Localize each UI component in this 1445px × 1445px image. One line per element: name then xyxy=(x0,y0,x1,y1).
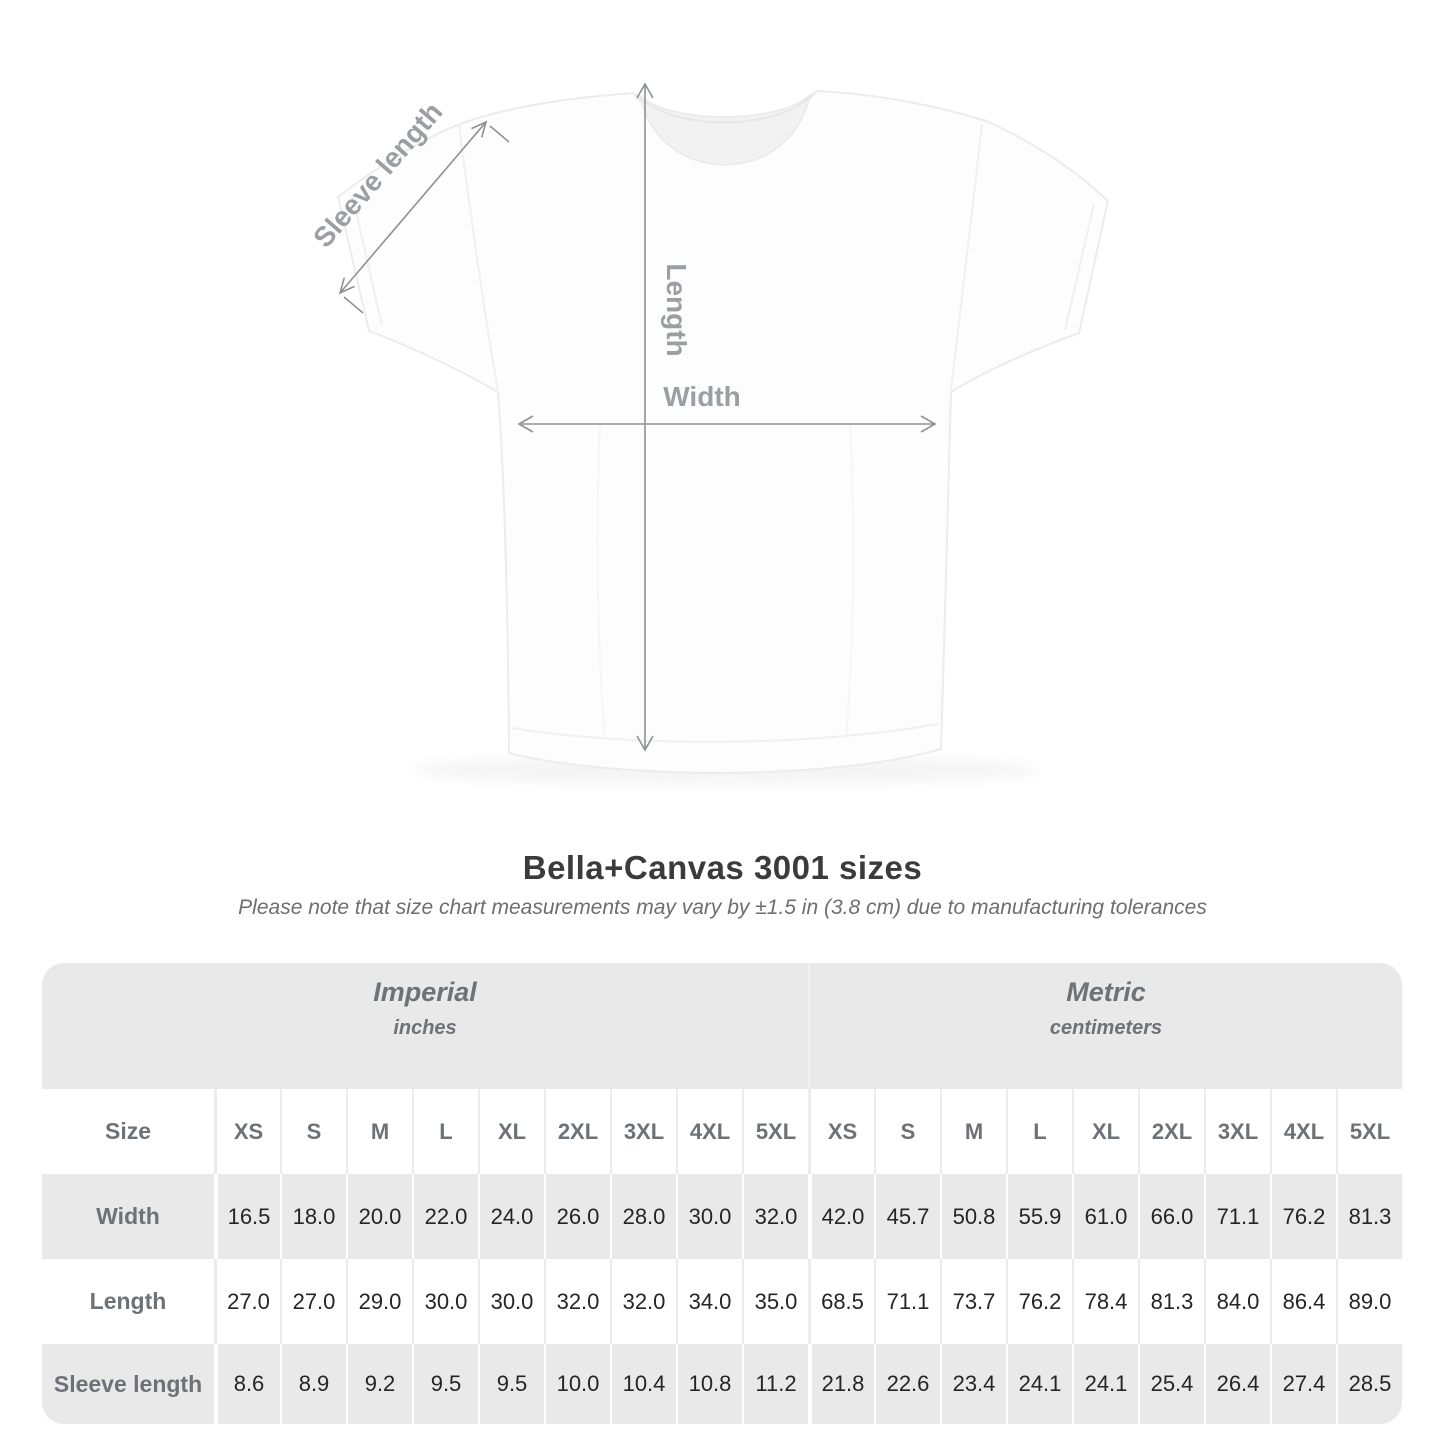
value-cell: 26.4 xyxy=(1204,1344,1270,1424)
length-label: Length xyxy=(661,263,692,357)
imperial-label: Imperial xyxy=(373,977,477,1007)
value-cell: 10.0 xyxy=(544,1344,610,1424)
length-row xyxy=(42,1259,1402,1344)
value-cell: 30.0 xyxy=(676,1174,742,1259)
width-label: Width xyxy=(663,381,741,412)
value-cell: 22.6 xyxy=(874,1344,940,1424)
value-cell: 28.0 xyxy=(610,1174,676,1259)
size-cell: XL xyxy=(1072,1089,1138,1174)
row-label: Width xyxy=(42,1174,214,1259)
sleeve-length-row xyxy=(42,1344,1402,1424)
size-cell: XL xyxy=(478,1089,544,1174)
size-cell: S xyxy=(280,1089,346,1174)
size-cell: 2XL xyxy=(544,1089,610,1174)
value-cell: 28.5 xyxy=(1336,1344,1402,1424)
size-cell: 4XL xyxy=(676,1089,742,1174)
metric-header xyxy=(808,963,1402,1089)
value-cell: 55.9 xyxy=(1006,1174,1072,1259)
value-cell: 32.0 xyxy=(742,1174,808,1259)
size-cell: S xyxy=(874,1089,940,1174)
size-table-grid xyxy=(42,963,1402,1424)
value-cell: 24.1 xyxy=(1072,1344,1138,1424)
value-cell: 9.5 xyxy=(478,1344,544,1424)
metric-label: Metric xyxy=(1066,977,1146,1007)
value-cell: 10.4 xyxy=(610,1344,676,1424)
size-cell: 5XL xyxy=(1336,1089,1402,1174)
metric-unit: centimeters xyxy=(1049,1017,1163,1039)
value-cell: 66.0 xyxy=(1138,1174,1204,1259)
sleeve-length-label: Sleeve length xyxy=(307,96,449,254)
value-cell: 32.0 xyxy=(544,1259,610,1344)
value-cell: 71.1 xyxy=(1204,1174,1270,1259)
size-cell: L xyxy=(412,1089,478,1174)
value-cell: 27.0 xyxy=(214,1259,280,1344)
value-cell: 30.0 xyxy=(478,1259,544,1344)
size-table xyxy=(42,963,1402,1424)
value-cell: 10.8 xyxy=(676,1344,742,1424)
value-cell: 26.0 xyxy=(544,1174,610,1259)
size-cell: 2XL xyxy=(1138,1089,1204,1174)
row-label: Length xyxy=(89,1288,167,1314)
row-label: Sleeve length xyxy=(42,1344,214,1424)
value-cell: 45.7 xyxy=(874,1174,940,1259)
value-cell: 68.5 xyxy=(808,1259,874,1344)
size-cell: XS xyxy=(808,1089,874,1174)
value-cell: 71.1 xyxy=(874,1259,940,1344)
value-cell: 23.4 xyxy=(940,1344,1006,1424)
value-cell: 78.4 xyxy=(1072,1259,1138,1344)
value-cell: 86.4 xyxy=(1270,1259,1336,1344)
value-cell: 32.0 xyxy=(610,1259,676,1344)
value-cell: 9.5 xyxy=(412,1344,478,1424)
unit-header-row xyxy=(42,963,1402,1089)
size-corner-label: Size xyxy=(104,1118,152,1144)
value-cell: 81.3 xyxy=(1336,1174,1402,1259)
value-cell: 22.0 xyxy=(412,1174,478,1259)
size-cell: L xyxy=(1006,1089,1072,1174)
size-cell: M xyxy=(346,1089,412,1174)
value-cell: 27.0 xyxy=(280,1259,346,1344)
value-cell: 76.2 xyxy=(1006,1259,1072,1344)
size-cell: M xyxy=(940,1089,1006,1174)
value-cell: 73.7 xyxy=(940,1259,1006,1344)
value-cell: 20.0 xyxy=(346,1174,412,1259)
size-cell: 4XL xyxy=(1270,1089,1336,1174)
imperial-header xyxy=(42,963,808,1089)
size-cell: 3XL xyxy=(610,1089,676,1174)
value-cell: 81.3 xyxy=(1138,1259,1204,1344)
value-cell: 8.9 xyxy=(280,1344,346,1424)
value-cell: 11.2 xyxy=(742,1344,808,1424)
value-cell: 50.8 xyxy=(940,1174,1006,1259)
value-cell: 9.2 xyxy=(346,1344,412,1424)
value-cell: 61.0 xyxy=(1072,1174,1138,1259)
value-cell: 76.2 xyxy=(1270,1174,1336,1259)
imperial-unit: inches xyxy=(393,1017,457,1039)
size-cell: XS xyxy=(214,1089,280,1174)
value-cell: 16.5 xyxy=(214,1174,280,1259)
size-cell: 3XL xyxy=(1204,1089,1270,1174)
value-cell: 84.0 xyxy=(1204,1259,1270,1344)
value-cell: 34.0 xyxy=(676,1259,742,1344)
value-cell: 24.1 xyxy=(1006,1344,1072,1424)
value-cell: 8.6 xyxy=(214,1344,280,1424)
value-cell: 21.8 xyxy=(808,1344,874,1424)
value-cell: 42.0 xyxy=(808,1174,874,1259)
tshirt-body xyxy=(338,91,1108,773)
value-cell: 24.0 xyxy=(478,1174,544,1259)
width-row xyxy=(42,1174,1402,1259)
value-cell: 35.0 xyxy=(742,1259,808,1344)
size-cell: 5XL xyxy=(742,1089,808,1174)
value-cell: 29.0 xyxy=(346,1259,412,1344)
value-cell: 30.0 xyxy=(412,1259,478,1344)
value-cell: 27.4 xyxy=(1270,1344,1336,1424)
page-title: Bella+Canvas 3001 sizes xyxy=(522,849,923,886)
value-cell: 25.4 xyxy=(1138,1344,1204,1424)
tolerance-note: Please note that size chart measurements may vary by ±1.5 in (3.8 cm) due to manufacturing tolerances xyxy=(238,896,1207,919)
size-header-row xyxy=(42,1089,1402,1174)
value-cell: 89.0 xyxy=(1336,1259,1402,1344)
value-cell: 18.0 xyxy=(280,1174,346,1259)
